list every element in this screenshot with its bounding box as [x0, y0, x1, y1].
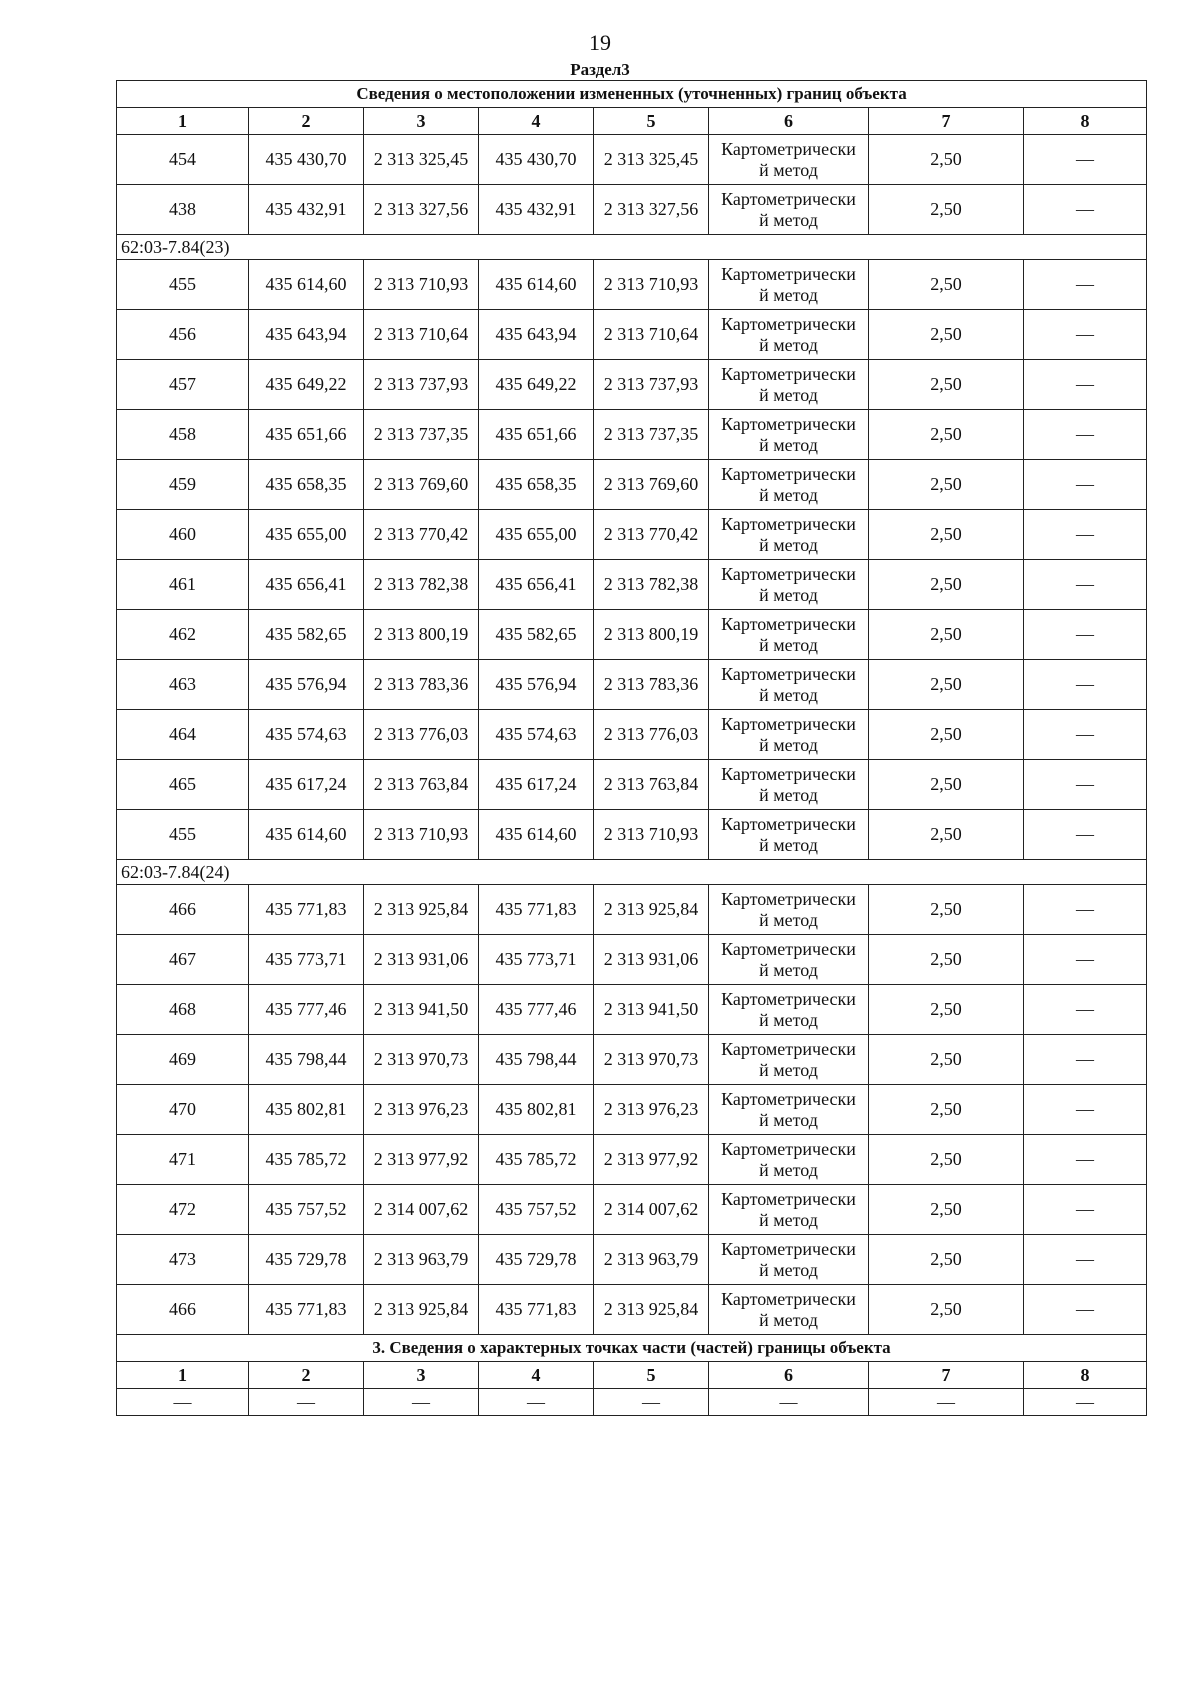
- coord-x-cell: 435 771,83: [249, 885, 364, 935]
- coord-x-cell: 435 651,66: [249, 410, 364, 460]
- coord-x-cell: 435 576,94: [249, 660, 364, 710]
- table-row: [117, 1285, 1147, 1335]
- coord-y-new-cell: 2 313 737,93: [594, 360, 709, 410]
- coord-y-new-cell: 2 313 931,06: [594, 935, 709, 985]
- accuracy-cell: 2,50: [869, 135, 1024, 185]
- section3-title-row: [117, 1335, 1147, 1362]
- method-line1: Картометрически: [721, 1238, 856, 1259]
- coord-y-cell: 2 313 763,84: [364, 760, 479, 810]
- method-line1: Картометрически: [721, 313, 856, 334]
- method-cell: [709, 1185, 869, 1235]
- description-cell: —: [1024, 810, 1147, 860]
- column-number-row: [117, 1362, 1147, 1389]
- coord-x-cell: 435 773,71: [249, 935, 364, 985]
- coord-y-new-cell: 2 313 776,03: [594, 710, 709, 760]
- method-line2: й метод: [759, 1309, 818, 1330]
- parcel-group-label: 62:03-7.84(24): [117, 860, 1147, 885]
- coord-x-cell: 435 614,60: [249, 260, 364, 310]
- method-line1: Картометрически: [721, 888, 856, 909]
- column-number-7: 7: [869, 108, 1024, 135]
- description-cell: —: [1024, 760, 1147, 810]
- table-row: [117, 610, 1147, 660]
- coord-x-new-cell: 435 802,81: [479, 1085, 594, 1135]
- coord-x-new-cell: 435 614,60: [479, 810, 594, 860]
- point-number-cell: 465: [117, 760, 249, 810]
- accuracy-cell: 2,50: [869, 610, 1024, 660]
- description-cell: —: [1024, 1235, 1147, 1285]
- coord-y-cell: 2 313 737,35: [364, 410, 479, 460]
- column-number-4: 4: [479, 108, 594, 135]
- method-line2: й метод: [759, 834, 818, 855]
- accuracy-cell: 2,50: [869, 1285, 1024, 1335]
- coord-y-new-cell: 2 313 710,93: [594, 260, 709, 310]
- description-cell: —: [1024, 710, 1147, 760]
- coord-x-cell: 435 617,24: [249, 760, 364, 810]
- column-number-4: 4: [479, 1362, 594, 1389]
- method-cell: [709, 1235, 869, 1285]
- description-cell: —: [1024, 260, 1147, 310]
- coord-x-cell: 435 729,78: [249, 1235, 364, 1285]
- accuracy-cell: 2,50: [869, 310, 1024, 360]
- method-line1: Картометрически: [721, 413, 856, 434]
- accuracy-cell: 2,50: [869, 1185, 1024, 1235]
- description-cell: —: [1024, 510, 1147, 560]
- accuracy-cell: 2,50: [869, 710, 1024, 760]
- method-cell: [709, 1285, 869, 1335]
- point-number-cell: 462: [117, 610, 249, 660]
- coord-y-cell: 2 313 776,03: [364, 710, 479, 760]
- coord-y-new-cell: 2 313 327,56: [594, 185, 709, 235]
- method-line1: Картометрически: [721, 1288, 856, 1309]
- method-line1: Картометрически: [721, 1088, 856, 1109]
- coord-y-new-cell: 2 313 737,35: [594, 410, 709, 460]
- method-line2: й метод: [759, 959, 818, 980]
- coord-x-new-cell: 435 655,00: [479, 510, 594, 560]
- description-cell: —: [1024, 560, 1147, 610]
- method-cell: [709, 1135, 869, 1185]
- column-number-row: [117, 108, 1147, 135]
- coord-y-new-cell: 2 313 325,45: [594, 135, 709, 185]
- method-cell: [709, 1035, 869, 1085]
- coord-x-new-cell: 435 757,52: [479, 1185, 594, 1235]
- description-cell: —: [1024, 885, 1147, 935]
- method-line2: й метод: [759, 1209, 818, 1230]
- coord-y-new-cell: 2 313 769,60: [594, 460, 709, 510]
- method-line2: й метод: [759, 909, 818, 930]
- accuracy-cell: 2,50: [869, 810, 1024, 860]
- coord-y-new-cell: 2 313 783,36: [594, 660, 709, 710]
- coord-y-cell: 2 313 710,93: [364, 260, 479, 310]
- method-cell: [709, 135, 869, 185]
- accuracy-cell: 2,50: [869, 1085, 1024, 1135]
- column-number-1: 1: [117, 1362, 249, 1389]
- coord-y-cell: 2 313 963,79: [364, 1235, 479, 1285]
- method-cell: [709, 985, 869, 1035]
- table-row: [117, 985, 1147, 1035]
- coord-y-new-cell: 2 313 963,79: [594, 1235, 709, 1285]
- table-row: [117, 810, 1147, 860]
- table-row: [117, 360, 1147, 410]
- accuracy-cell: 2,50: [869, 410, 1024, 460]
- method-line1: Картометрически: [721, 563, 856, 584]
- column-number-2: 2: [249, 1362, 364, 1389]
- table-row: [117, 410, 1147, 460]
- method-line2: й метод: [759, 584, 818, 605]
- coord-y-new-cell: 2 314 007,62: [594, 1185, 709, 1235]
- coord-y-cell: 2 313 710,64: [364, 310, 479, 360]
- point-number-cell: 468: [117, 985, 249, 1035]
- method-line2: й метод: [759, 1159, 818, 1180]
- parcel-group-row: [117, 860, 1147, 885]
- table-row: [117, 1035, 1147, 1085]
- empty-cell: —: [479, 1389, 594, 1416]
- method-line2: й метод: [759, 684, 818, 705]
- method-line2: й метод: [759, 634, 818, 655]
- coord-x-cell: 435 656,41: [249, 560, 364, 610]
- coord-y-cell: 2 313 976,23: [364, 1085, 479, 1135]
- column-number-8: 8: [1024, 1362, 1147, 1389]
- point-number-cell: 469: [117, 1035, 249, 1085]
- boundary-points-table: [116, 80, 1147, 1416]
- empty-cell: —: [1024, 1389, 1147, 1416]
- description-cell: —: [1024, 1185, 1147, 1235]
- parcel-group-row: [117, 235, 1147, 260]
- coord-x-cell: 435 771,83: [249, 1285, 364, 1335]
- coord-y-cell: 2 313 970,73: [364, 1035, 479, 1085]
- method-line2: й метод: [759, 1009, 818, 1030]
- point-number-cell: 457: [117, 360, 249, 410]
- coord-x-new-cell: 435 771,83: [479, 885, 594, 935]
- point-number-cell: 466: [117, 885, 249, 935]
- accuracy-cell: 2,50: [869, 1035, 1024, 1085]
- table-row: [117, 460, 1147, 510]
- coord-y-new-cell: 2 313 782,38: [594, 560, 709, 610]
- method-cell: [709, 510, 869, 560]
- coord-x-cell: 435 785,72: [249, 1135, 364, 1185]
- coord-x-new-cell: 435 651,66: [479, 410, 594, 460]
- table-title-row: [117, 81, 1147, 108]
- coord-y-cell: 2 313 782,38: [364, 560, 479, 610]
- section3-empty-row: [117, 1389, 1147, 1416]
- method-line1: Картометрически: [721, 663, 856, 684]
- accuracy-cell: 2,50: [869, 185, 1024, 235]
- description-cell: —: [1024, 1135, 1147, 1185]
- table-row: [117, 710, 1147, 760]
- coord-y-cell: 2 313 925,84: [364, 885, 479, 935]
- method-cell: [709, 560, 869, 610]
- method-line1: Картометрически: [721, 363, 856, 384]
- coord-x-new-cell: 435 574,63: [479, 710, 594, 760]
- coord-y-new-cell: 2 313 976,23: [594, 1085, 709, 1135]
- method-line2: й метод: [759, 284, 818, 305]
- accuracy-cell: 2,50: [869, 360, 1024, 410]
- method-line2: й метод: [759, 434, 818, 455]
- method-cell: [709, 610, 869, 660]
- method-line1: Картометрически: [721, 763, 856, 784]
- coord-y-cell: 2 313 737,93: [364, 360, 479, 410]
- accuracy-cell: 2,50: [869, 985, 1024, 1035]
- point-number-cell: 467: [117, 935, 249, 985]
- method-line2: й метод: [759, 484, 818, 505]
- coord-x-new-cell: 435 432,91: [479, 185, 594, 235]
- coord-x-cell: 435 430,70: [249, 135, 364, 185]
- method-line1: Картометрически: [721, 1188, 856, 1209]
- method-line1: Картометрически: [721, 463, 856, 484]
- description-cell: —: [1024, 1085, 1147, 1135]
- coord-y-cell: 2 313 941,50: [364, 985, 479, 1035]
- description-cell: —: [1024, 185, 1147, 235]
- point-number-cell: 460: [117, 510, 249, 560]
- method-line2: й метод: [759, 159, 818, 180]
- column-number-5: 5: [594, 1362, 709, 1389]
- description-cell: —: [1024, 460, 1147, 510]
- table-row: [117, 560, 1147, 610]
- point-number-cell: 461: [117, 560, 249, 610]
- coord-y-cell: 2 313 931,06: [364, 935, 479, 985]
- method-line1: Картометрически: [721, 938, 856, 959]
- method-line1: Картометрически: [721, 1038, 856, 1059]
- coord-y-new-cell: 2 313 770,42: [594, 510, 709, 560]
- point-number-cell: 455: [117, 260, 249, 310]
- section-label: Раздел3: [570, 60, 630, 79]
- coord-x-cell: 435 643,94: [249, 310, 364, 360]
- accuracy-cell: 2,50: [869, 935, 1024, 985]
- method-line1: Картометрически: [721, 613, 856, 634]
- method-line2: й метод: [759, 209, 818, 230]
- description-cell: —: [1024, 410, 1147, 460]
- method-cell: [709, 935, 869, 985]
- method-cell: [709, 810, 869, 860]
- point-number-cell: 472: [117, 1185, 249, 1235]
- point-number-cell: 466: [117, 1285, 249, 1335]
- table-row: [117, 510, 1147, 560]
- method-line1: Картометрически: [721, 263, 856, 284]
- coord-y-cell: 2 313 977,92: [364, 1135, 479, 1185]
- table-row: [117, 935, 1147, 985]
- coord-y-new-cell: 2 313 925,84: [594, 1285, 709, 1335]
- coord-x-cell: 435 649,22: [249, 360, 364, 410]
- table-row: [117, 260, 1147, 310]
- method-cell: [709, 360, 869, 410]
- point-number-cell: 470: [117, 1085, 249, 1135]
- table-row: [117, 1185, 1147, 1235]
- description-cell: —: [1024, 935, 1147, 985]
- point-number-cell: 454: [117, 135, 249, 185]
- method-cell: [709, 410, 869, 460]
- coord-x-cell: 435 614,60: [249, 810, 364, 860]
- point-number-cell: 473: [117, 1235, 249, 1285]
- coord-y-new-cell: 2 313 710,64: [594, 310, 709, 360]
- empty-cell: —: [869, 1389, 1024, 1416]
- column-number-3: 3: [364, 1362, 479, 1389]
- coord-y-new-cell: 2 313 977,92: [594, 1135, 709, 1185]
- coord-x-cell: 435 658,35: [249, 460, 364, 510]
- coord-x-cell: 435 777,46: [249, 985, 364, 1035]
- coord-y-cell: 2 314 007,62: [364, 1185, 479, 1235]
- accuracy-cell: 2,50: [869, 1135, 1024, 1185]
- accuracy-cell: 2,50: [869, 460, 1024, 510]
- coord-x-cell: 435 574,63: [249, 710, 364, 760]
- coord-x-new-cell: 435 430,70: [479, 135, 594, 185]
- coord-x-new-cell: 435 729,78: [479, 1235, 594, 1285]
- coord-y-new-cell: 2 313 941,50: [594, 985, 709, 1035]
- coord-x-new-cell: 435 773,71: [479, 935, 594, 985]
- description-cell: —: [1024, 610, 1147, 660]
- point-number-cell: 471: [117, 1135, 249, 1185]
- method-cell: [709, 185, 869, 235]
- point-number-cell: 463: [117, 660, 249, 710]
- empty-cell: —: [117, 1389, 249, 1416]
- method-line2: й метод: [759, 334, 818, 355]
- empty-cell: —: [364, 1389, 479, 1416]
- method-line2: й метод: [759, 784, 818, 805]
- coord-x-new-cell: 435 785,72: [479, 1135, 594, 1185]
- column-number-7: 7: [869, 1362, 1024, 1389]
- coord-x-new-cell: 435 777,46: [479, 985, 594, 1035]
- coord-y-cell: 2 313 769,60: [364, 460, 479, 510]
- column-number-6: 6: [709, 1362, 869, 1389]
- page-number: 19: [589, 30, 611, 55]
- coord-y-cell: 2 313 327,56: [364, 185, 479, 235]
- coord-x-new-cell: 435 614,60: [479, 260, 594, 310]
- description-cell: —: [1024, 135, 1147, 185]
- coord-y-new-cell: 2 313 925,84: [594, 885, 709, 935]
- coord-y-cell: 2 313 783,36: [364, 660, 479, 710]
- empty-cell: —: [249, 1389, 364, 1416]
- table-row: [117, 185, 1147, 235]
- coord-x-new-cell: 435 798,44: [479, 1035, 594, 1085]
- coord-x-cell: 435 798,44: [249, 1035, 364, 1085]
- parcel-group-label: 62:03-7.84(23): [117, 235, 1147, 260]
- method-cell: [709, 885, 869, 935]
- point-number-cell: 464: [117, 710, 249, 760]
- empty-cell: —: [594, 1389, 709, 1416]
- method-line1: Картометрически: [721, 713, 856, 734]
- coord-x-cell: 435 802,81: [249, 1085, 364, 1135]
- method-line1: Картометрически: [721, 513, 856, 534]
- table-row: [117, 135, 1147, 185]
- method-line2: й метод: [759, 534, 818, 555]
- point-number-cell: 438: [117, 185, 249, 235]
- description-cell: —: [1024, 1035, 1147, 1085]
- table-title: Сведения о местоположении измененных (уточненных) границ объекта: [117, 81, 1147, 108]
- coord-y-new-cell: 2 313 970,73: [594, 1035, 709, 1085]
- method-cell: [709, 710, 869, 760]
- table-row: [117, 1135, 1147, 1185]
- method-line1: Картометрически: [721, 138, 856, 159]
- method-line1: Картометрически: [721, 813, 856, 834]
- coord-y-new-cell: 2 313 800,19: [594, 610, 709, 660]
- description-cell: —: [1024, 360, 1147, 410]
- accuracy-cell: 2,50: [869, 660, 1024, 710]
- coord-y-cell: 2 313 925,84: [364, 1285, 479, 1335]
- coord-x-cell: 435 655,00: [249, 510, 364, 560]
- empty-cell: —: [709, 1389, 869, 1416]
- method-line1: Картометрически: [721, 1138, 856, 1159]
- description-cell: —: [1024, 660, 1147, 710]
- coord-x-new-cell: 435 771,83: [479, 1285, 594, 1335]
- coord-x-cell: 435 757,52: [249, 1185, 364, 1235]
- coord-x-new-cell: 435 617,24: [479, 760, 594, 810]
- coord-y-new-cell: 2 313 710,93: [594, 810, 709, 860]
- description-cell: —: [1024, 1285, 1147, 1335]
- coord-x-new-cell: 435 656,41: [479, 560, 594, 610]
- method-cell: [709, 310, 869, 360]
- coord-y-new-cell: 2 313 763,84: [594, 760, 709, 810]
- method-line2: й метод: [759, 1059, 818, 1080]
- method-cell: [709, 760, 869, 810]
- column-number-2: 2: [249, 108, 364, 135]
- table-row: [117, 310, 1147, 360]
- coord-y-cell: 2 313 710,93: [364, 810, 479, 860]
- section3-title: 3. Сведения о характерных точках части (частей) границы объекта: [117, 1335, 1147, 1362]
- method-line2: й метод: [759, 384, 818, 405]
- coord-y-cell: 2 313 800,19: [364, 610, 479, 660]
- column-number-8: 8: [1024, 108, 1147, 135]
- coord-x-cell: 435 582,65: [249, 610, 364, 660]
- table-row: [117, 885, 1147, 935]
- column-number-5: 5: [594, 108, 709, 135]
- method-line1: Картометрически: [721, 188, 856, 209]
- description-cell: —: [1024, 985, 1147, 1035]
- point-number-cell: 456: [117, 310, 249, 360]
- method-cell: [709, 1085, 869, 1135]
- coord-y-cell: 2 313 770,42: [364, 510, 479, 560]
- accuracy-cell: 2,50: [869, 1235, 1024, 1285]
- table-row: [117, 660, 1147, 710]
- method-cell: [709, 260, 869, 310]
- coord-x-new-cell: 435 658,35: [479, 460, 594, 510]
- accuracy-cell: 2,50: [869, 260, 1024, 310]
- method-line2: й метод: [759, 1109, 818, 1130]
- point-number-cell: 455: [117, 810, 249, 860]
- table-row: [117, 760, 1147, 810]
- coord-y-cell: 2 313 325,45: [364, 135, 479, 185]
- coord-x-new-cell: 435 643,94: [479, 310, 594, 360]
- coord-x-new-cell: 435 576,94: [479, 660, 594, 710]
- method-cell: [709, 460, 869, 510]
- coord-x-new-cell: 435 582,65: [479, 610, 594, 660]
- description-cell: —: [1024, 310, 1147, 360]
- method-line2: й метод: [759, 734, 818, 755]
- coord-x-cell: 435 432,91: [249, 185, 364, 235]
- column-number-6: 6: [709, 108, 869, 135]
- table-row: [117, 1085, 1147, 1135]
- column-number-3: 3: [364, 108, 479, 135]
- accuracy-cell: 2,50: [869, 510, 1024, 560]
- accuracy-cell: 2,50: [869, 760, 1024, 810]
- method-cell: [709, 660, 869, 710]
- method-line1: Картометрически: [721, 988, 856, 1009]
- column-number-1: 1: [117, 108, 249, 135]
- point-number-cell: 458: [117, 410, 249, 460]
- method-line2: й метод: [759, 1259, 818, 1280]
- accuracy-cell: 2,50: [869, 885, 1024, 935]
- table-row: [117, 1235, 1147, 1285]
- coord-x-new-cell: 435 649,22: [479, 360, 594, 410]
- point-number-cell: 459: [117, 460, 249, 510]
- accuracy-cell: 2,50: [869, 560, 1024, 610]
